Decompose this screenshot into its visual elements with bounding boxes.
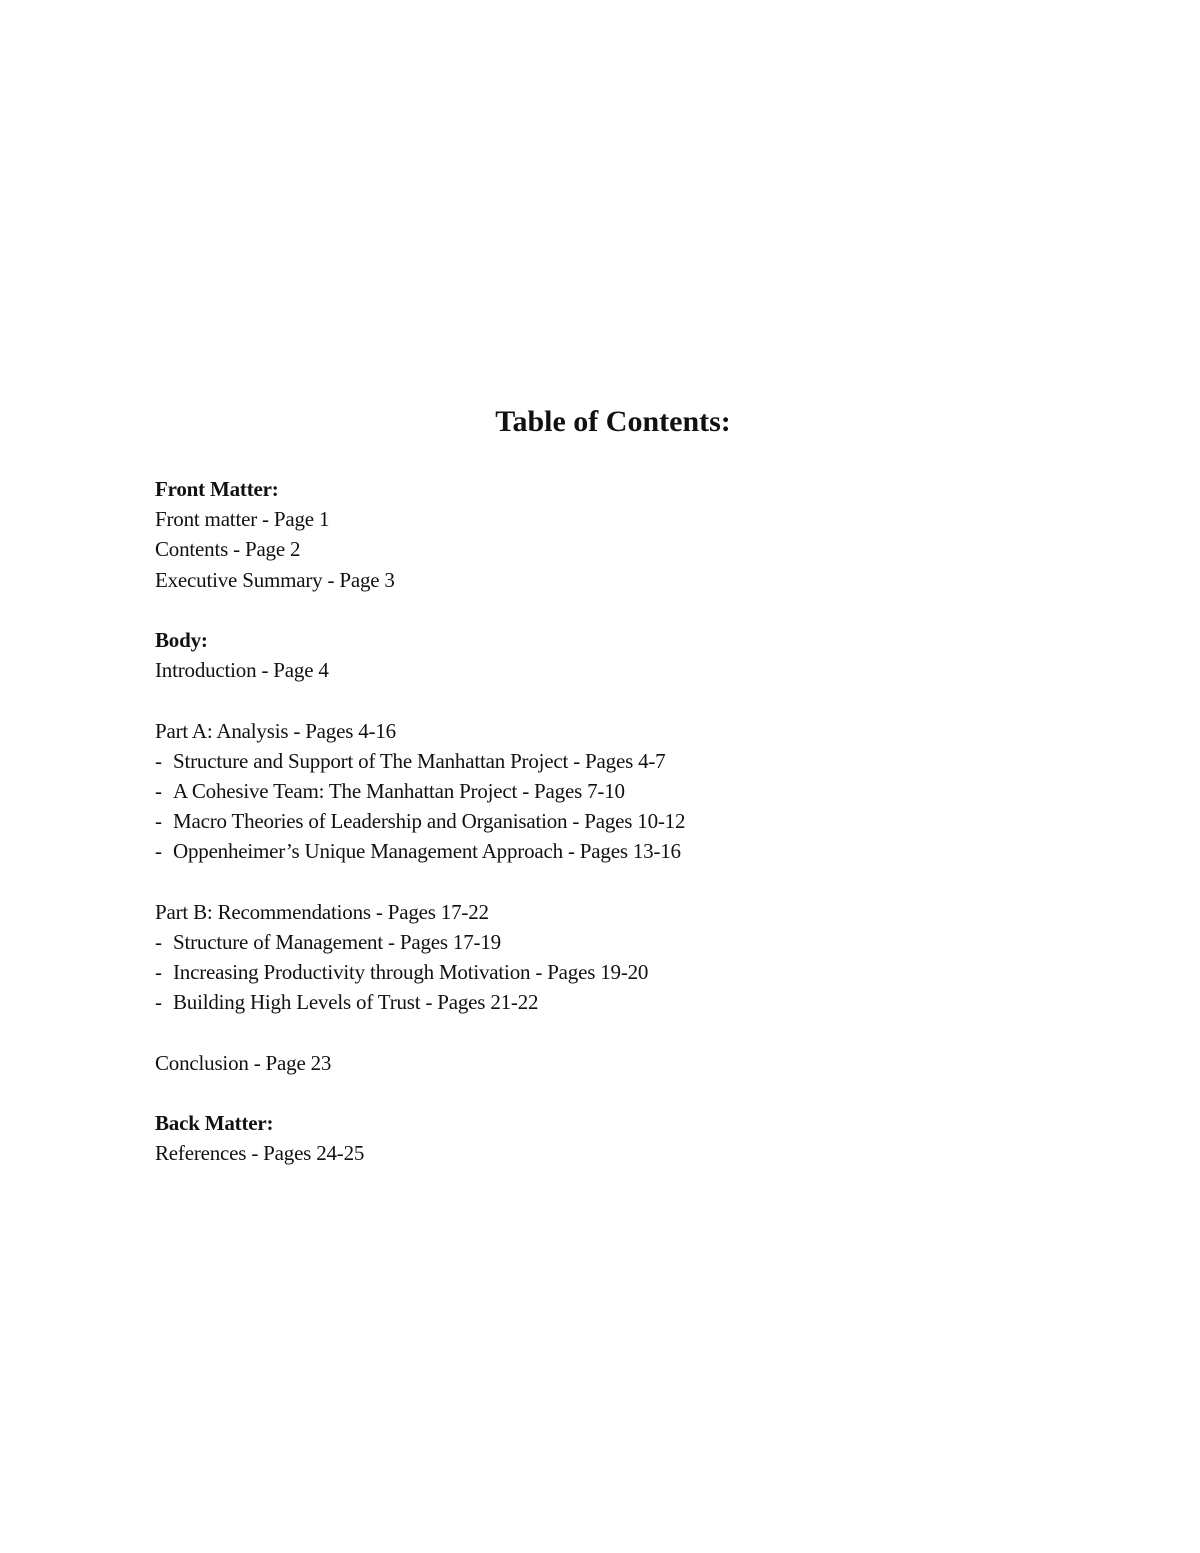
toc-subentry-text: Macro Theories of Leadership and Organisation - Pages 10-12 [173, 809, 686, 834]
toc-entry-contents: Contents - Page 2 [155, 537, 301, 562]
toc-entry-front-matter: Front matter - Page 1 [155, 507, 330, 532]
toc-subentry-text: Increasing Productivity through Motivation - Pages 19-20 [173, 960, 649, 984]
toc-entry-introduction: Introduction - Page 4 [155, 658, 329, 683]
spacer [155, 1017, 685, 1047]
toc-entry-part-b: Part B: Recommendations - Pages 17-22 [155, 899, 489, 924]
toc-subentry [155, 746, 685, 776]
toc-subentry-text: Structure of Management - Pages 17-19 [173, 929, 501, 954]
toc-subentry [155, 776, 685, 806]
dash-bullet: - [155, 929, 162, 954]
toc-subentry-text: Structure and Support of The Manhattan Project - Pages 4-7 [173, 748, 666, 773]
dash-bullet: - [155, 990, 162, 1015]
toc-subentry-text: Building High Levels of Trust - Pages 21-22 [173, 990, 539, 1015]
toc-subentry [155, 927, 685, 957]
dash-bullet: - [155, 748, 162, 773]
toc-subentry [155, 957, 685, 987]
spacer [155, 866, 685, 896]
spacer [155, 685, 685, 715]
toc-subentry [155, 806, 685, 836]
toc-entry-references: References - Pages 24-25 [155, 1141, 365, 1166]
dash-bullet: - [155, 960, 162, 984]
toc-entry-part-a: Part A: Analysis - Pages 4-16 [155, 718, 396, 743]
toc-subentry [155, 836, 685, 866]
spacer [155, 595, 685, 625]
section-heading-front-matter: Front Matter: [155, 477, 279, 501]
dash-bullet: - [155, 778, 162, 803]
section-heading-body: Body: [155, 627, 208, 652]
toc-entry-executive-summary: Executive Summary - Page 3 [155, 567, 395, 592]
toc-subentry [155, 987, 685, 1017]
toc-subentry-text: Oppenheimer’s Unique Management Approach - Pages 13-16 [173, 839, 681, 864]
section-heading-back-matter: Back Matter: [155, 1110, 274, 1135]
table-of-contents [155, 474, 685, 1168]
toc-subentry-text: A Cohesive Team: The Manhattan Project - Pages 7-10 [173, 778, 625, 803]
dash-bullet: - [155, 809, 162, 834]
spacer [155, 1078, 685, 1108]
dash-bullet: - [155, 839, 162, 864]
toc-entry-conclusion: Conclusion - Page 23 [155, 1050, 332, 1075]
page-title: Table of Contents: [495, 405, 731, 438]
